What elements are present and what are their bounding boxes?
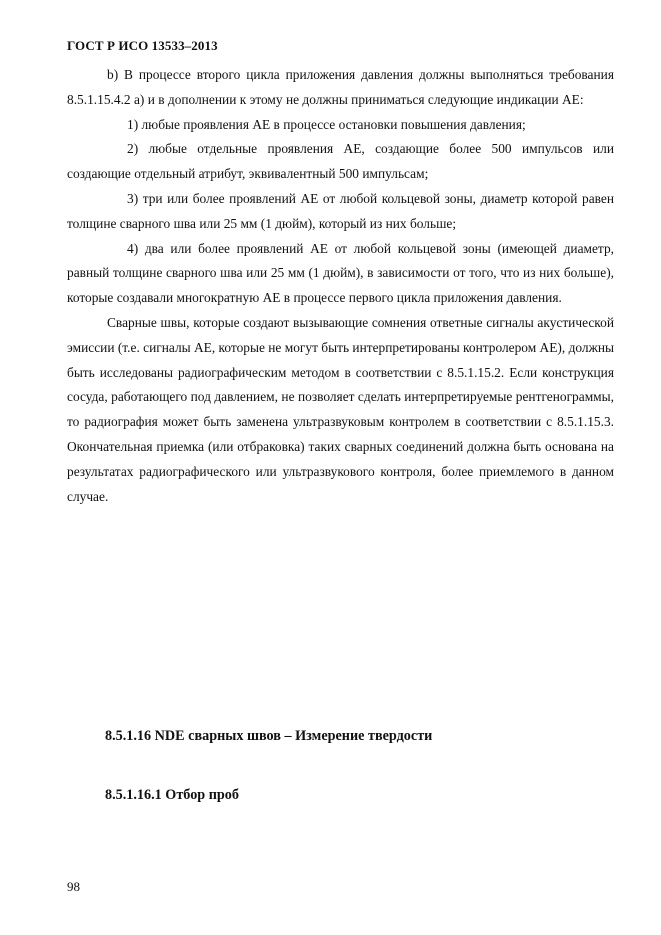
- section-heading-8-5-1-16: 8.5.1.16 NDE сварных швов – Измерение твердости: [105, 728, 433, 744]
- paragraph-b: b) В процессе второго цикла приложения давления должны выполняться требования 8.5.1.15.4.2 a) и в дополнении к этому не должны приниматься следующие индикации АЕ:: [67, 67, 614, 107]
- list-item-3: 3) три или более проявлений АЕ от любой кольцевой зоны, диаметр которой равен толщине сварного шва или 25 мм (1 дюйм), который из них больше;: [67, 190, 614, 231]
- document-header: ГОСТ Р ИСО 13533–2013: [67, 38, 218, 53]
- list-item-2: 2) любые отдельные проявления АЕ, создающие более 500 импульсов или создающие отдельный атрибут, эквивалентный 500 импульсам;: [67, 141, 614, 182]
- paragraph-welds: Сварные швы, которые создают вызывающие сомнения ответные сигналы акустической эмиссии (т.е. сигналы АЕ, которые не могут быть интерпретированы контролером АЕ), должны быть исследованы радиографическим методом в соответствии с 8.5.1.15.2. Если конструкция сосуда, работающего под давлением, не позволяет сделать интерпретируемые рентгенограммы, то радиография может быть заменена ультразвуковым контролем в соответствии с 8.5.1.15.3. Окончательная приемка (или отбраковка) таких сварных соединений должна быть основана на результатах радиографического или ультразвукового контроля, более приемлемого в данном случае.: [67, 314, 614, 504]
- list-item-1: 1) любые проявления АЕ в процессе остановки повышения давления;: [127, 116, 526, 132]
- list-item-4: 4) два или более проявлений АЕ от любой кольцевой зоны (имеющей диаметр, равный толщине сварного шва или 25 мм (1 дюйм), в зависимости от того, что из них больше), которые создавали многократную АЕ в процессе первого цикла приложения давления.: [67, 240, 614, 306]
- body-text: [67, 63, 614, 509]
- section-heading-8-5-1-16-1: 8.5.1.16.1 Отбор проб: [105, 787, 239, 803]
- page-number: 98: [67, 879, 80, 894]
